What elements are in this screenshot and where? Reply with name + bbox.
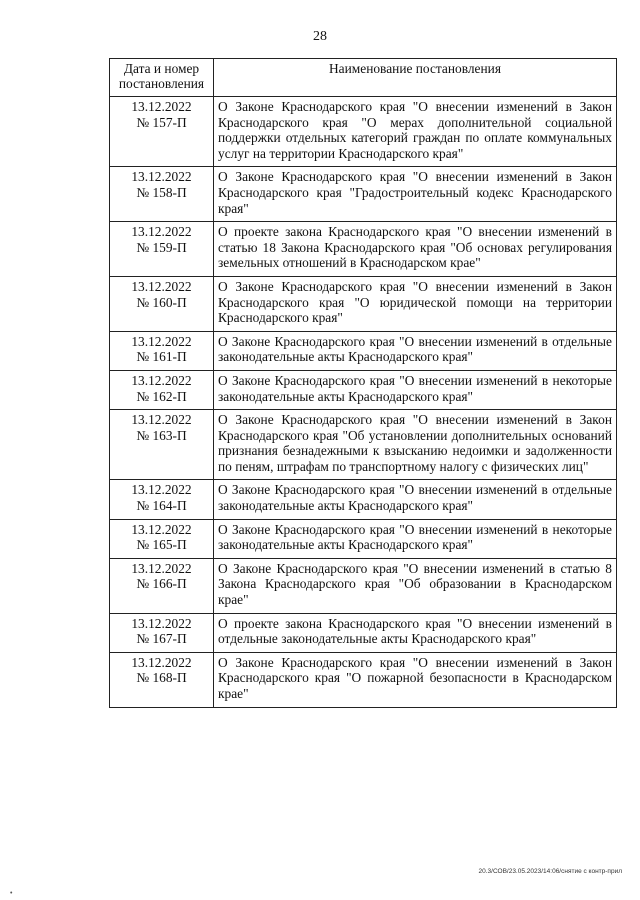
resolution-number: № 161-П [136, 349, 187, 365]
date-number-cell [110, 276, 214, 331]
resolution-name: О проекте закона Краснодарского края "О внесении изменений в статью 18 Закона Краснодарского края "Об основах регулирования земельных отношений в Краснодарском крае" [214, 222, 617, 277]
table-row [110, 167, 617, 222]
resolution-date: 13.12.2022 [131, 615, 192, 631]
resolution-number: № 160-П [136, 294, 187, 310]
date-number-cell [110, 652, 214, 707]
resolution-name: О Законе Краснодарского края "О внесении изменений в статью 8 Закона Краснодарского края "Об образовании в Краснодарском крае" [214, 558, 617, 613]
resolution-number: № 164-П [136, 498, 187, 514]
date-number-cell [110, 370, 214, 409]
header-name: Наименование постановления [214, 59, 617, 97]
resolution-name: О Законе Краснодарского края "О внесении изменений в отдельные законодательные акты Краснодарского края" [214, 480, 617, 519]
resolution-name: О Законе Краснодарского края "О внесении изменений в отдельные законодательные акты Краснодарского края" [214, 331, 617, 370]
resolution-number: № 159-П [136, 239, 187, 255]
page-number: 28 [313, 29, 327, 44]
table-row [110, 558, 617, 613]
date-number-cell [110, 410, 214, 480]
resolution-date: 13.12.2022 [131, 333, 192, 349]
resolution-date: 13.12.2022 [131, 654, 192, 670]
resolution-date: 13.12.2022 [131, 560, 192, 576]
resolution-date: 13.12.2022 [131, 224, 192, 240]
table-row [110, 519, 617, 558]
resolution-date: 13.12.2022 [131, 278, 192, 294]
table-row [110, 222, 617, 277]
resolution-number: № 167-П [136, 631, 187, 647]
resolution-number: № 165-П [136, 537, 187, 553]
table-body [110, 97, 617, 708]
corner-mark: • [10, 890, 13, 897]
resolution-name: О Законе Краснодарского края "О внесении изменений в некоторые законодательные акты Краснодарского края" [214, 370, 617, 409]
footer-code: 20.3/СОВ/23.05.2023/14:06/снятие с контр-прил [478, 868, 622, 875]
date-number-cell [110, 331, 214, 370]
table-row [110, 613, 617, 652]
resolution-date: 13.12.2022 [131, 521, 192, 537]
resolution-number: № 168-П [136, 670, 187, 686]
resolution-date: 13.12.2022 [131, 99, 192, 114]
table-row [110, 370, 617, 409]
resolution-name: О Законе Краснодарского края "О внесении изменений в Закон Краснодарского края "О юридической помощи на территории Краснодарского края" [214, 276, 617, 331]
resolution-number: № 157-П [136, 114, 187, 130]
resolution-date: 13.12.2022 [131, 372, 192, 388]
date-number-cell [110, 613, 214, 652]
table-row [110, 97, 617, 167]
table-row [110, 410, 617, 480]
date-number-cell [110, 480, 214, 519]
table-row [110, 276, 617, 331]
date-number-cell [110, 558, 214, 613]
resolution-name: О проекте закона Краснодарского края "О внесении изменений в отдельные законодательные акты Краснодарского края" [214, 613, 617, 652]
date-number-cell [110, 97, 214, 167]
resolution-date: 13.12.2022 [131, 412, 192, 428]
date-number-cell [110, 519, 214, 558]
resolution-number: № 158-П [136, 184, 187, 200]
resolution-number: № 162-П [136, 388, 187, 404]
resolutions-table [109, 58, 617, 708]
header-date-number: Дата и номер постановления [110, 59, 214, 97]
table-row [110, 331, 617, 370]
table-row [110, 480, 617, 519]
date-number-cell [110, 167, 214, 222]
table-header-row [110, 59, 617, 97]
resolution-date: 13.12.2022 [131, 482, 192, 498]
table-row [110, 652, 617, 707]
resolution-date: 13.12.2022 [131, 169, 192, 185]
resolution-number: № 163-П [136, 427, 187, 443]
resolution-name: О Законе Краснодарского края "О внесении изменений в Закон Краснодарского края "Об установлении дополнительных оснований признания безнадежными к взысканию недоимки и задолженности по пеням, штрафам по транспортному налогу с физических лиц" [214, 410, 617, 480]
resolution-name: О Законе Краснодарского края "О внесении изменений в Закон Краснодарского края "О пожарной безопасности в Краснодарском крае" [214, 652, 617, 707]
resolution-name: О Законе Краснодарского края "О внесении изменений в некоторые законодательные акты Краснодарского края" [214, 519, 617, 558]
date-number-cell [110, 222, 214, 277]
resolution-name: О Законе Краснодарского края "О внесении изменений в Закон Краснодарского края "О мерах дополнительной социальной поддержки отдельных категорий граждан по оплате коммунальных услуг на территории Краснодарского края" [214, 97, 617, 167]
resolution-name: О Законе Краснодарского края "О внесении изменений в Закон Краснодарского края "Градостроительный кодекс Краснодарского края" [214, 167, 617, 222]
resolution-number: № 166-П [136, 576, 187, 592]
